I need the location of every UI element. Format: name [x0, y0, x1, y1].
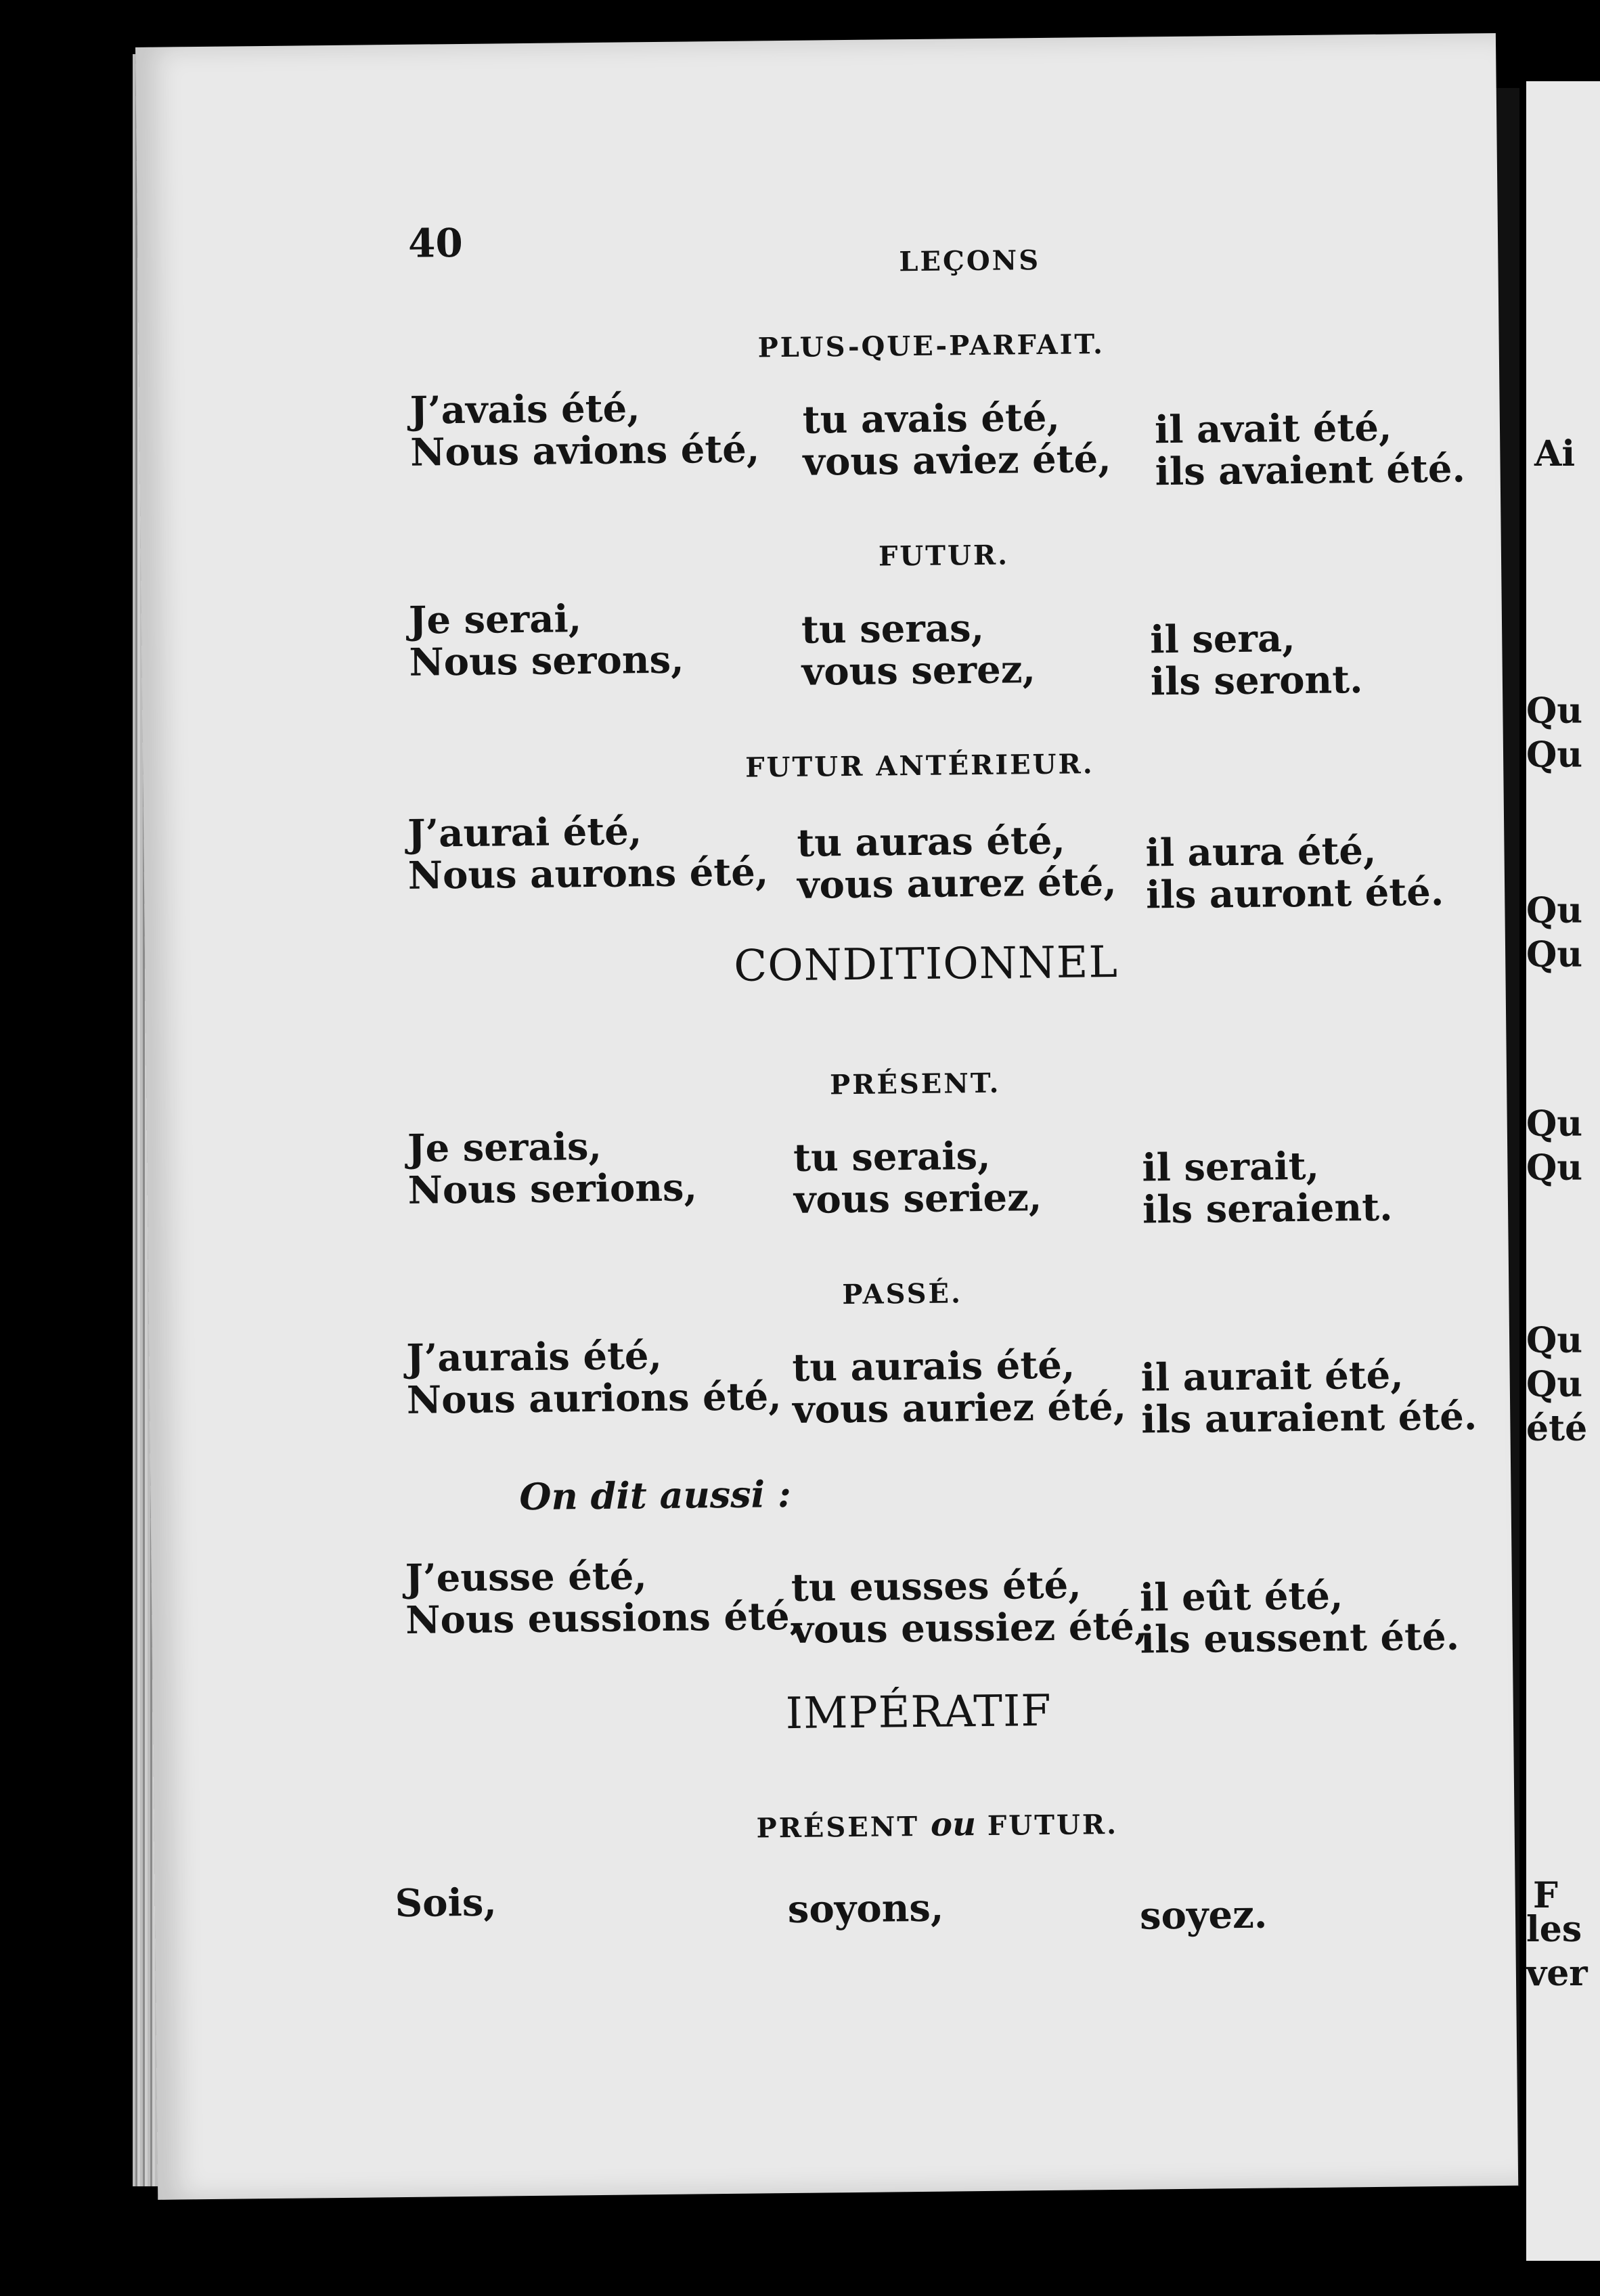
conjugation-col2: tu auras été, vous aurez été,: [797, 818, 1117, 908]
section-heading-futur-anterieur: FUTUR ANTÉRIEUR.: [745, 748, 1094, 784]
facing-fragment: Qu: [1526, 690, 1583, 732]
conjugation-col2: tu avais été, vous aviez été,: [802, 395, 1112, 485]
conjugation-col3: il sera, ils seront.: [1149, 616, 1363, 705]
conjugation-col3: il avait été, ils avaient été.: [1154, 405, 1466, 495]
imperative-form: soyons,: [787, 1885, 944, 1933]
conjugation-col2: tu aurais été, vous auriez été,: [792, 1342, 1127, 1432]
section-heading-futur: FUTUR.: [878, 539, 1010, 573]
conjugation-col1: J’aurai été, Nous aurons été,: [407, 809, 769, 898]
facing-fragment: Qu: [1526, 1103, 1583, 1145]
facing-fragment: Qu: [1526, 1320, 1583, 1361]
mood-heading-imperatif: IMPÉRATIF: [785, 1685, 1052, 1740]
facing-fragment: F: [1533, 1875, 1558, 1916]
facing-page: [1526, 81, 1600, 2261]
facing-fragment: été: [1526, 1408, 1588, 1449]
facing-fragment: Qu: [1526, 1364, 1583, 1405]
facing-fragment: Ai: [1534, 433, 1576, 474]
on-dit-aussi-label: On dit aussi :: [519, 1472, 792, 1519]
section-heading-present-ou-futur: PRÉSENT ou FUTUR.: [756, 1805, 1119, 1845]
imperative-form: soyez.: [1139, 1892, 1268, 1939]
facing-fragment: ver: [1526, 1953, 1588, 1994]
running-head: LEÇONS: [899, 244, 1041, 278]
conjugation-col3: il serait, ils seraient.: [1142, 1143, 1393, 1233]
mood-heading-conditionnel: CONDITIONNEL: [733, 937, 1119, 992]
facing-fragment: Qu: [1526, 934, 1583, 975]
conjugation-col3: il aurait été, ils auraient été.: [1140, 1352, 1477, 1442]
imperative-form: Sois,: [395, 1880, 497, 1926]
conjugation-col3: il eût été, ils eussent été.: [1139, 1573, 1460, 1662]
facing-fragment: Qu: [1526, 1147, 1583, 1189]
conjugation-col1: J’avais été, Nous avions été,: [409, 386, 760, 475]
facing-fragment: Qu: [1526, 734, 1583, 776]
conjugation-col1: J’aurais été, Nous aurions été,: [405, 1333, 782, 1423]
conjugation-col1: J’eusse été, Nous eussions été,: [405, 1553, 803, 1643]
conjugation-col3: il aura été, ils auront été.: [1145, 828, 1444, 918]
facing-fragment: les: [1526, 1909, 1582, 1950]
section-heading-plus-que-parfait: PLUS-QUE-PARFAIT.: [757, 328, 1105, 364]
conjugation-col2: tu seras, vous serez,: [801, 605, 1036, 694]
section-heading-present: PRÉSENT.: [829, 1067, 1001, 1101]
conjugation-col1: Je serais, Nous serions,: [407, 1124, 698, 1213]
book-page: [135, 33, 1518, 2200]
page-number: 40: [407, 219, 464, 267]
conjugation-col2: tu eusses été, vous eussiez été,: [791, 1562, 1148, 1652]
conjugation-col2: tu serais, vous seriez,: [793, 1133, 1042, 1222]
section-heading-passe: PASSÉ.: [842, 1277, 963, 1311]
facing-fragment: Qu: [1526, 890, 1583, 931]
conjugation-col1: Je serai, Nous serons,: [408, 596, 684, 685]
